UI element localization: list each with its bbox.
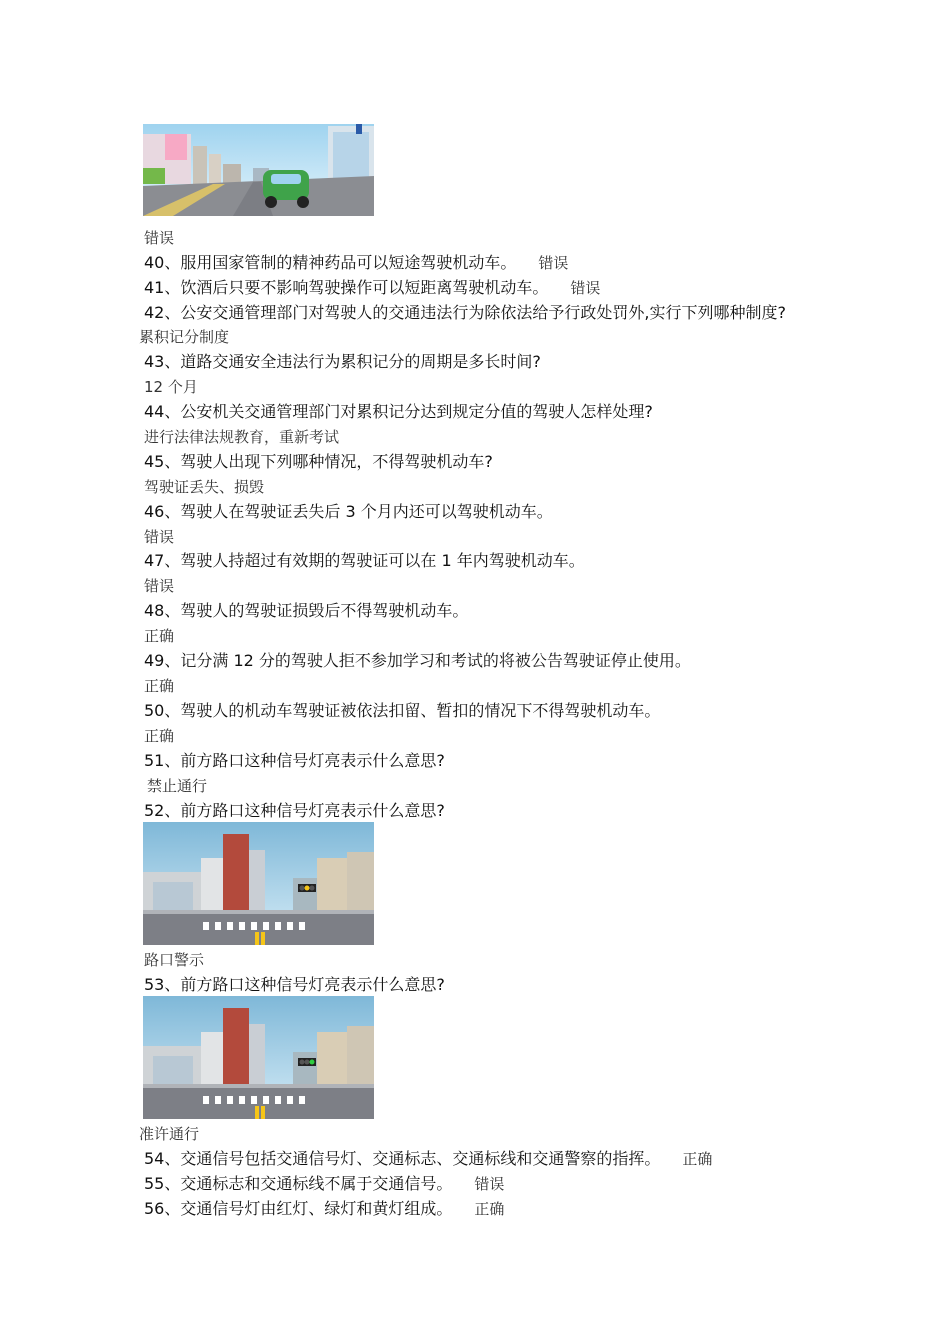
answer-text: 路口警示 xyxy=(144,951,205,969)
answer-text: 准许通行 xyxy=(139,1125,200,1143)
question-text: 前方路口这种信号灯亮表示什么意思? xyxy=(180,975,445,994)
answer-text: 错误 xyxy=(144,577,175,595)
question-number: 56、 xyxy=(144,1199,181,1218)
question-text: 交通信号灯由红灯、绿灯和黄灯组成。 xyxy=(180,1199,453,1218)
list-item xyxy=(144,1149,712,1169)
street-car-image xyxy=(143,124,374,216)
list-item xyxy=(144,551,585,571)
question-number: 55、 xyxy=(144,1174,181,1193)
question-number: 43、 xyxy=(144,352,181,371)
question-number: 41、 xyxy=(144,278,181,297)
answer-text: 驾驶证丢失、损毁 xyxy=(144,478,265,496)
list-item xyxy=(144,701,660,721)
answer-text: 12 个月 xyxy=(144,378,198,396)
list-item xyxy=(144,402,653,422)
answer-text: 错误 xyxy=(474,1175,505,1193)
question-text: 前方路口这种信号灯亮表示什么意思? xyxy=(180,751,445,770)
list-item xyxy=(144,352,541,372)
list-item xyxy=(144,601,468,621)
intersection-yellow-light-image xyxy=(143,822,374,945)
question-text: 服用国家管制的精神药品可以短途驾驶机动车。 xyxy=(180,253,517,272)
answer-text: 正确 xyxy=(144,677,175,695)
list-item xyxy=(144,975,445,995)
list-item xyxy=(144,1174,504,1194)
question-text: 交通标志和交通标线不属于交通信号。 xyxy=(180,1174,453,1193)
question-text: 记分满 12 分的驾驶人拒不参加学习和考试的将被公告驾驶证停止使用。 xyxy=(180,651,691,670)
answer-text: 正确 xyxy=(144,727,175,745)
question-number: 46、 xyxy=(144,502,181,521)
question-number: 40、 xyxy=(144,253,181,272)
question-number: 53、 xyxy=(144,975,181,994)
answer-text: 正确 xyxy=(682,1150,713,1168)
question-number: 51、 xyxy=(144,751,181,770)
question-text: 驾驶人的机动车驾驶证被依法扣留、暂扣的情况下不得驾驶机动车。 xyxy=(180,701,661,720)
list-item xyxy=(144,801,445,821)
answer-text: 进行法律法规教育，重新考试 xyxy=(144,428,340,446)
question-number: 47、 xyxy=(144,551,181,570)
question-text: 驾驶人持超过有效期的驾驶证可以在 1 年内驾驶机动车。 xyxy=(180,551,585,570)
answer-text: 错误 xyxy=(538,254,569,272)
question-number: 49、 xyxy=(144,651,181,670)
answer-text: 累积记分制度 xyxy=(139,328,230,346)
list-item xyxy=(144,1199,504,1219)
question-text: 饮酒后只要不影响驾驶操作可以短距离驾驶机动车。 xyxy=(180,278,549,297)
answer-text: 禁止通行 xyxy=(147,777,208,795)
question-number: 48、 xyxy=(144,601,181,620)
question-text: 驾驶人出现下列哪种情况，不得驾驶机动车? xyxy=(180,452,493,471)
list-item xyxy=(144,303,786,323)
list-item xyxy=(144,651,691,671)
answer-text: 正确 xyxy=(474,1200,505,1218)
question-text: 驾驶人的驾驶证损毁后不得驾驶机动车。 xyxy=(180,601,469,620)
question-number: 44、 xyxy=(144,402,181,421)
question-text: 公安交通管理部门对驾驶人的交通违法行为除依法给予行政处罚外,实行下列哪种制度? xyxy=(180,303,786,322)
answer-text: 错误 xyxy=(570,279,601,297)
question-number: 52、 xyxy=(144,801,181,820)
answer-text: 错误 xyxy=(144,528,175,546)
list-item xyxy=(144,278,600,298)
list-item xyxy=(144,751,445,771)
question-text: 驾驶人在驾驶证丢失后 3 个月内还可以驾驶机动车。 xyxy=(180,502,553,521)
list-item xyxy=(144,502,553,522)
question-text: 公安机关交通管理部门对累积记分达到规定分值的驾驶人怎样处理? xyxy=(180,402,653,421)
question-number: 42、 xyxy=(144,303,181,322)
list-item xyxy=(144,452,493,472)
intersection-green-light-image xyxy=(143,996,374,1119)
answer-text: 错误 xyxy=(144,229,175,247)
question-text: 道路交通安全违法行为累积记分的周期是多长时间? xyxy=(180,352,541,371)
question-number: 45、 xyxy=(144,452,181,471)
list-item xyxy=(144,253,568,273)
question-text: 前方路口这种信号灯亮表示什么意思? xyxy=(180,801,445,820)
question-number: 50、 xyxy=(144,701,181,720)
answer-text: 正确 xyxy=(144,627,175,645)
question-number: 54、 xyxy=(144,1149,181,1168)
question-text: 交通信号包括交通信号灯、交通标志、交通标线和交通警察的指挥。 xyxy=(180,1149,661,1168)
